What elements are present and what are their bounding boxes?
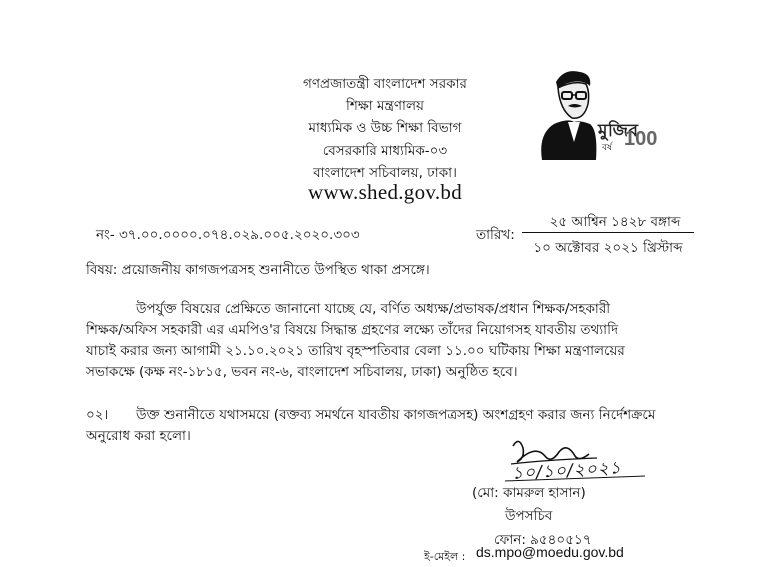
division-name: মাধ্যমিক ও উচ্চ শিক্ষা বিভাগ [308, 120, 462, 136]
mujib-borsho-logo [528, 64, 656, 160]
signatory-name: (মো: কামরুল হাসান) [472, 485, 586, 501]
para2-line1: উক্ত শুনানীতে যথাসময়ে (বক্তব্য সমর্থনে যাবতীয় কাগজপত্রসহ) অংশগ্রহণ করার জন্য নির্দেশক্রমে [136, 407, 656, 423]
logo-text-main: মুজিব [598, 121, 639, 141]
memo-number: নং- ৩৭.০০.০০০০.০৭৪.০২৯.০০৫.২০২০.৩০৩ [96, 227, 360, 243]
signatory-email[interactable]: ds.mpo@moedu.gov.bd [476, 544, 624, 560]
para1-line4: সভাকক্ষে (কক্ষ নং-১৮১৫, ভবন নং-৬, বাংলাদেশ সচিবালয়, ঢাকা) অনুষ্ঠিত হবে। [86, 364, 518, 380]
signatory-designation: উপসচিব [505, 508, 553, 524]
office-address: বাংলাদেশ সচিবালয়, ঢাকা। [313, 165, 457, 181]
date-bangla: ২৫ আশ্বিন ১৪২৮ বঙ্গাব্দ [549, 214, 681, 230]
date-label: তারিখ: [476, 227, 515, 243]
para1-line3: যাচাই করার জন্য আগামী ২১.১০.২০২১ তারিখ বৃহস্পতিবার বেলা ১১.০০ ঘটিকায় শিক্ষা মন্ত্রণালয়ের [86, 343, 625, 359]
website-link[interactable]: www.shed.gov.bd [307, 180, 462, 204]
logo-text-mark: 100 [624, 128, 658, 150]
section-name: বেসরকারি মাধ্যমিক-০৩ [322, 143, 448, 159]
subject-line: বিষয়: প্রয়োজনীয় কাগজপত্রসহ শুনানীতে উপস্থিত থাকা প্রসঙ্গে। [86, 262, 430, 278]
date-english: ১০ অক্টোবর ২০২১ খ্রিস্টাব্দ [533, 240, 683, 256]
date-divider [522, 232, 694, 233]
para2-number: ০২। [86, 407, 109, 423]
signatory-phone: ফোন: ৯৫৪০৫১৭ [494, 532, 592, 548]
logo-text-sub: বর্ষ [602, 143, 612, 153]
para1-line2: শিক্ষক/অফিস সহকারী এর এমপিও'র বিষয়ে সিদ্ধান্ত গ্রহণের লক্ষ্যে তাঁদের নিয়োগসহ যাবতীয় তথ্যাদি [86, 322, 619, 338]
govt-name: গণপ্রজাতন্ত্রী বাংলাদেশ সরকার [303, 76, 467, 92]
para2-line2: অনুরোধ করা হলো। [86, 428, 191, 444]
para1-line1: উপর্যুক্ত বিষয়ের প্রেক্ষিতে জানানো যাচ্ছে যে, বর্ণিত অধ্যক্ষ/প্রভাষক/প্রধান শিক্ষক/সহকারী [136, 301, 611, 317]
signature-date: ১০/১০/২০২১ [511, 458, 623, 484]
ministry-name: শিক্ষা মন্ত্রণালয় [346, 98, 424, 114]
email-label: ই-মেইল : [424, 550, 466, 563]
